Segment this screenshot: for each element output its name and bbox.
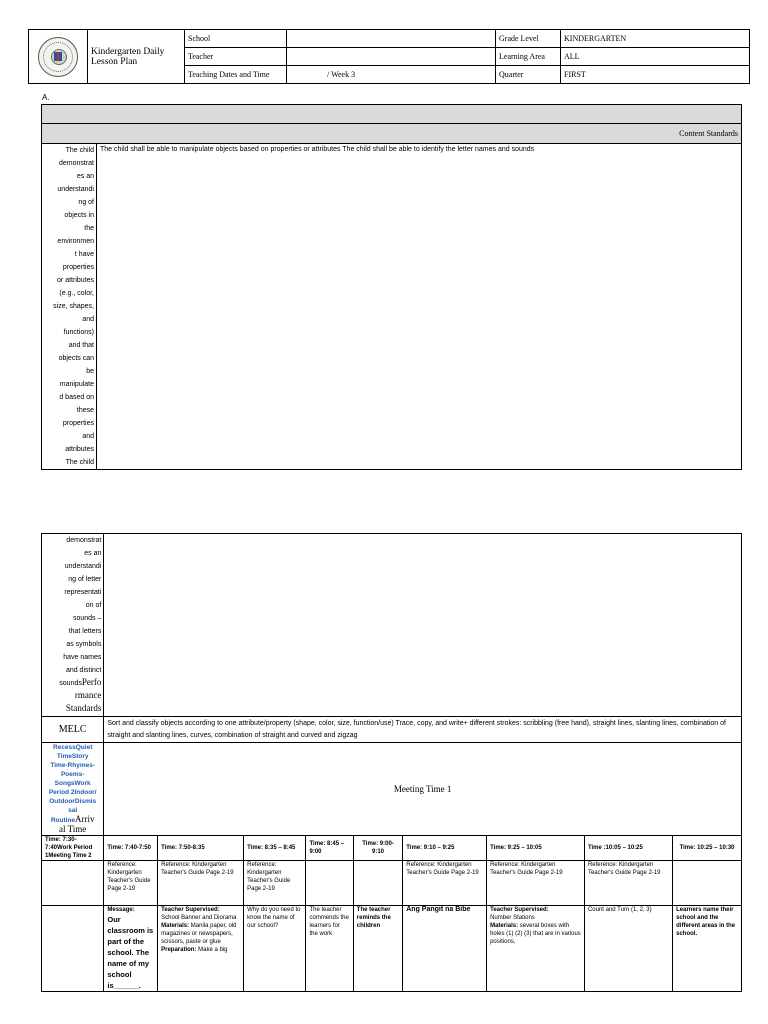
time-cell: Time: 7:40-7:50 — [104, 836, 158, 861]
materials-text: Manila paper, old magazines or newspapers, scissors, paste or glue — [161, 923, 237, 945]
time-cell: Time: 8:45 – 9:00 — [306, 836, 353, 861]
grey-header-row — [42, 105, 742, 124]
activity-cell-blank — [42, 906, 104, 992]
time-cell: Time: 7:50-8:35 — [158, 836, 244, 861]
teacher-supervised-label: Teacher Supervised: — [161, 907, 220, 913]
quarter-label: Quarter — [496, 66, 561, 84]
dates-value[interactable]: / Week 3 — [287, 66, 496, 84]
plan-title-line1: Kindergarten Daily — [91, 46, 165, 57]
activity-teacher-supervised — [158, 906, 244, 992]
activity-title: School Banner and Diorama — [161, 915, 237, 921]
materials-label: Materials: — [490, 923, 519, 929]
schedule-left-label — [42, 743, 104, 836]
content-standards-table — [41, 104, 742, 470]
content-standards-left-cont — [42, 534, 104, 717]
quarter-value[interactable]: FIRST — [561, 66, 750, 84]
materials-text: several boxes with holes (1) (2) (3) that are in various positions, — [490, 923, 581, 945]
time-cell: Time: 9:10 – 9:25 — [403, 836, 487, 861]
performance-label-a: Perfo — [81, 677, 102, 687]
dates-label: Teaching Dates and Time — [185, 66, 287, 84]
meeting-time-label: Meeting Time 1 — [104, 743, 742, 836]
area-value[interactable]: ALL — [561, 48, 750, 66]
message-label: Message: — [107, 907, 135, 913]
header-table — [28, 29, 750, 84]
school-value[interactable] — [287, 30, 496, 48]
content-standards-left: The child demonstrat es an understandi ng of objects in the environmen t have properties or attributes (e.g., color, size, shapes, and functions) and that objects can be manipulate d based on these properties and attributes The child — [42, 144, 97, 470]
time-cell: Time: 9:25 – 10:05 — [487, 836, 585, 861]
performance-label-b: rmance — [74, 690, 102, 700]
time-cell: Time: 9:00-9:10 — [353, 836, 402, 861]
seal-icon — [38, 37, 78, 77]
activity-story: Ang Pangit na Bibe — [403, 906, 487, 992]
content-standards-right: The child shall be able to manipulate objects based on properties or attributes The child shall be able to identify the letter names and sounds — [97, 144, 742, 470]
activity-message — [104, 906, 158, 992]
schedule-left-text: RecessQuiet TimeStory Time-Rhymes- Poems- SongsWork Period 2Indoor/ OutdoorDismis sal Routine — [48, 744, 97, 824]
time-cell: Time: 8:35 – 8:45 — [244, 836, 306, 861]
reference-cell: Reference: Kindergarten Teacher's Guide Page 2-19 — [244, 861, 306, 906]
preparation-label: Preparation: — [161, 947, 197, 953]
preparation-text: Make a big — [198, 947, 228, 953]
activity-question: Why do you need to know the name of our school? — [244, 906, 306, 992]
melc-text: Sort and classify objects according to one attribute/property (shape, color, size, function/use) Trace, copy, and write+ different strokes: scribbling (free hand), straight lines, slanting lines, combination of straight and slanting lines, curves, combination of straight and curved and zigzag — [104, 717, 742, 743]
grade-label: Grade Level — [496, 30, 561, 48]
activity-reminder: The teacher reminds the children — [353, 906, 402, 992]
area-label: Learning Area — [496, 48, 561, 66]
plan-title — [88, 30, 185, 84]
time-cell: Time: 10:25 – 10:30 — [673, 836, 742, 861]
performance-standards-value — [104, 534, 742, 717]
plan-title-line2: Lesson Plan — [91, 56, 138, 67]
time-cell: Time :10:05 – 10:25 — [584, 836, 672, 861]
reference-cell: Reference: Kindergarten Teacher's Guide Page 2-19 — [104, 861, 158, 906]
schedule-table — [41, 533, 742, 992]
activity-title: Number Stations — [490, 915, 535, 921]
grade-value[interactable]: KINDERGARTEN — [561, 30, 750, 48]
materials-label: Materials: — [161, 923, 190, 929]
activity-number-stations — [487, 906, 585, 992]
time-cell: Time: 7:30-7:40Work Period 1Meeting Time 2 — [42, 836, 104, 861]
activity-commend: The teacher commends the learners for the work — [306, 906, 353, 992]
reference-cell — [673, 861, 742, 906]
activity-count-turn: Count and Turn (1, 2, 3) — [584, 906, 672, 992]
content-standards-cont-text: demonstrat es an understandi ng of letter representati on of sounds – that letters as symbols have names and distinct sounds — [59, 537, 102, 687]
reference-cell — [306, 861, 353, 906]
reference-cell — [353, 861, 402, 906]
deped-seal-logo — [29, 30, 88, 84]
teacher-value[interactable] — [287, 48, 496, 66]
section-marker: A. — [42, 93, 50, 102]
reference-cell: Reference: Kindergarten Teacher's Guide Page 2-19 — [487, 861, 585, 906]
content-standards-label: Content Standards — [42, 124, 742, 144]
school-label: School — [185, 30, 287, 48]
performance-label-c: Standards — [65, 703, 102, 713]
arrival-time-label: Arriv al Time — [59, 814, 95, 834]
reference-cell: Reference: Kindergarten Teacher's Guide Page 2-19 — [584, 861, 672, 906]
teacher-label: Teacher — [185, 48, 287, 66]
message-text: Our classroom is part of the school. The name of my school is______. — [107, 915, 154, 990]
reference-cell — [42, 861, 104, 906]
teacher-supervised-label: Teacher Supervised: — [490, 907, 549, 913]
reference-cell: Reference: Kindergarten Teacher's Guide Page 2-19 — [158, 861, 244, 906]
activity-learners: Learners name their school and the different areas in the school. — [673, 906, 742, 992]
reference-cell: Reference: Kindergarten Teacher's Guide Page 2-19 — [403, 861, 487, 906]
melc-label: MELC — [42, 717, 104, 743]
